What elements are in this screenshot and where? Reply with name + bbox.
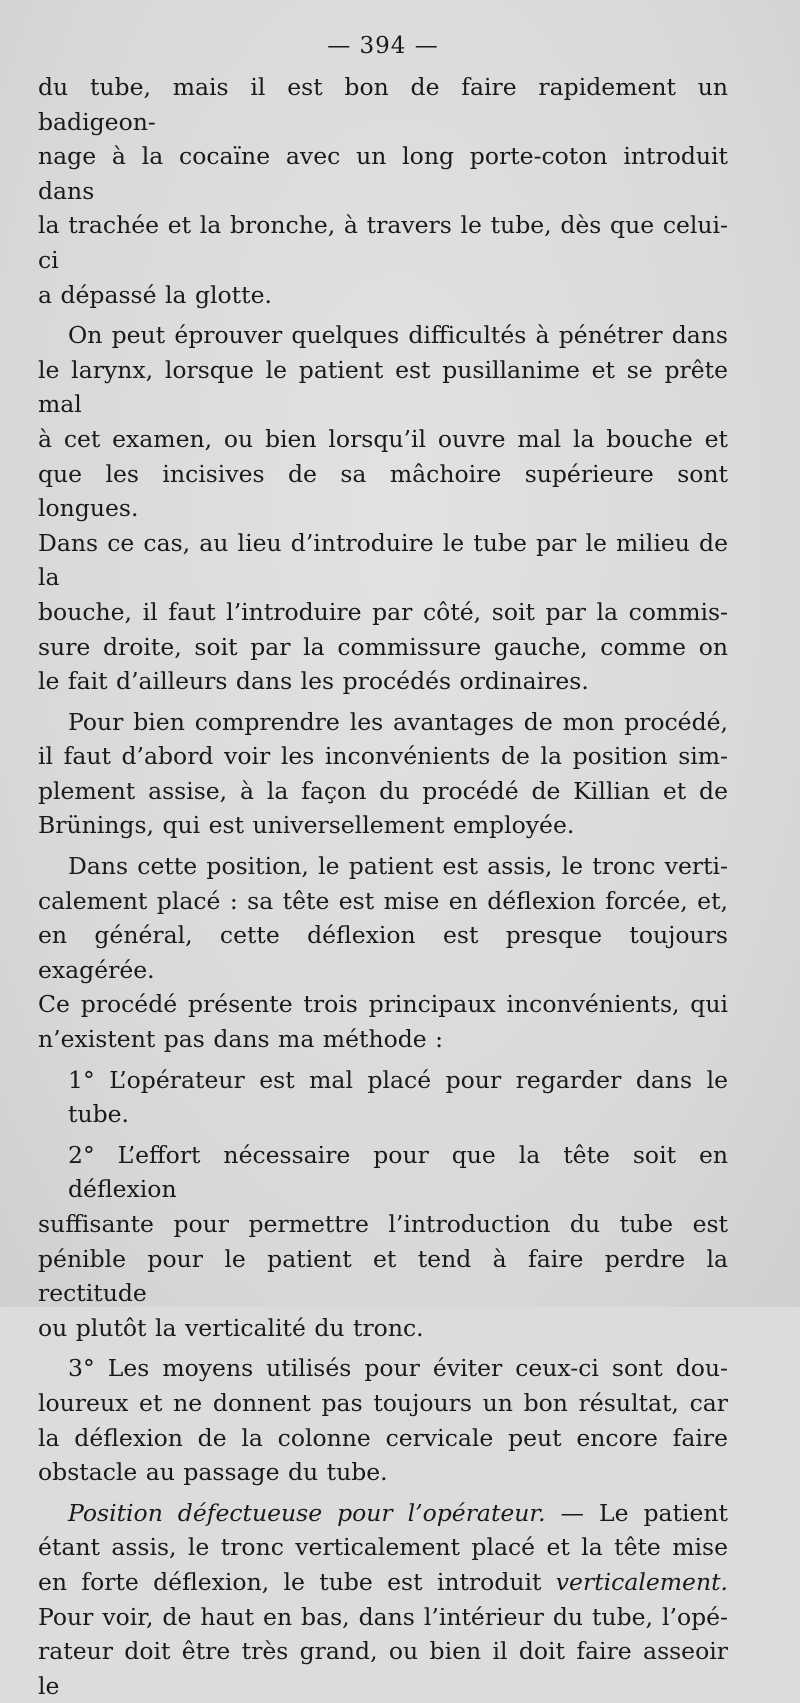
- text-line: rateur doit être très grand, ou bien il doit faire asseoir le: [38, 1637, 728, 1700]
- section-heading: Position défectueuse pour l’opérateur.: [68, 1498, 546, 1527]
- text-fragment: — Le patient: [545, 1498, 728, 1527]
- text-line: calement placé : sa tête est mise en déflexion forcée, et,: [38, 886, 728, 915]
- text-line: Pour voir, de haut en bas, dans l’intérieur du tube, l’opé-: [38, 1602, 728, 1631]
- paragraph-2: [38, 318, 728, 699]
- text-line: pénible pour le patient et tend à faire perdre la rectitude: [38, 1244, 728, 1308]
- text-line: Dans cette position, le patient est assis, le tronc verti-: [68, 852, 728, 881]
- page-number: — 394 —: [327, 33, 439, 59]
- text-line: Pour bien comprendre les avantages de mon procédé,: [68, 707, 728, 736]
- text-line: 2° L’effort nécessaire pour que la tête soit en déflexion: [68, 1140, 728, 1204]
- paragraph-4: [38, 849, 728, 1057]
- text-line: 1° L’opérateur est mal placé pour regarder dans le tube.: [68, 1065, 728, 1129]
- text-line: nage à la cocaïne avec un long porte-coton introduit dans: [38, 142, 728, 205]
- text-line: plement assise, à la façon du procédé de Killian et de: [38, 776, 728, 805]
- text-line: n’existent pas dans ma méthode :: [38, 1025, 444, 1054]
- text-line: Ce procédé présente trois principaux inconvénients, qui: [38, 990, 728, 1019]
- text-line: sure droite, soit par la commissure gauche, comme on: [38, 632, 728, 661]
- paragraph-1: [38, 70, 728, 312]
- text-line: en général, cette déflexion est presque toujours exagérée.: [38, 921, 728, 984]
- text-line: il faut d’abord voir les inconvénients de la position sim-: [38, 742, 728, 771]
- text-line: bouche, il faut l’introduire par côté, soit par la commis-: [38, 597, 728, 626]
- text-line: obstacle au passage du tube.: [38, 1458, 388, 1487]
- text-line: [38, 1496, 728, 1531]
- text-fragment: en forte déflexion, le tube est introduit: [38, 1567, 556, 1596]
- paragraph-5: [38, 1063, 728, 1132]
- text-line: que les incisives de sa mâchoire supérieure sont longues.: [38, 459, 728, 523]
- text-line: ou plutôt la verticalité du tronc.: [38, 1313, 424, 1342]
- paragraph-3: [38, 705, 728, 843]
- text-line: [38, 1565, 728, 1600]
- text-line: On peut éprouver quelques difficultés à pénétrer dans: [68, 321, 728, 350]
- text-line: Brünings, qui est universellement employée.: [38, 811, 575, 840]
- paragraph-6: [38, 1138, 728, 1346]
- text-line: loureux et ne donnent pas toujours un bon résultat, car: [38, 1388, 728, 1417]
- paragraph-8: [38, 1496, 728, 1703]
- text-line: 3° Les moyens utilisés pour éviter ceux-ci sont dou-: [68, 1354, 728, 1383]
- text-line: Dans ce cas, au lieu d’introduire le tube par le milieu de la: [38, 528, 728, 592]
- text-line: la déflexion de la colonne cervicale peut encore faire: [38, 1423, 728, 1452]
- text-line: le larynx, lorsque le patient est pusillanime et se prête mal: [38, 355, 728, 419]
- paragraph-7: [38, 1351, 728, 1489]
- text-line: du tube, mais il est bon de faire rapidement un badigeon-: [38, 73, 728, 136]
- text-line: le fait d’ailleurs dans les procédés ordinaires.: [38, 667, 589, 696]
- text-line: à cet examen, ou bien lorsqu’il ouvre mal la bouche et: [38, 424, 728, 453]
- text-line: a dépassé la glotte.: [38, 280, 272, 309]
- text-line: étant assis, le tronc verticalement placé et la tête mise: [38, 1533, 728, 1562]
- emphasis-text: verticalement.: [555, 1567, 728, 1596]
- text-line: la trachée et la bronche, à travers le tube, dès que celui-ci: [38, 211, 728, 274]
- text-line: suffisante pour permettre l’introduction du tube est: [38, 1210, 728, 1238]
